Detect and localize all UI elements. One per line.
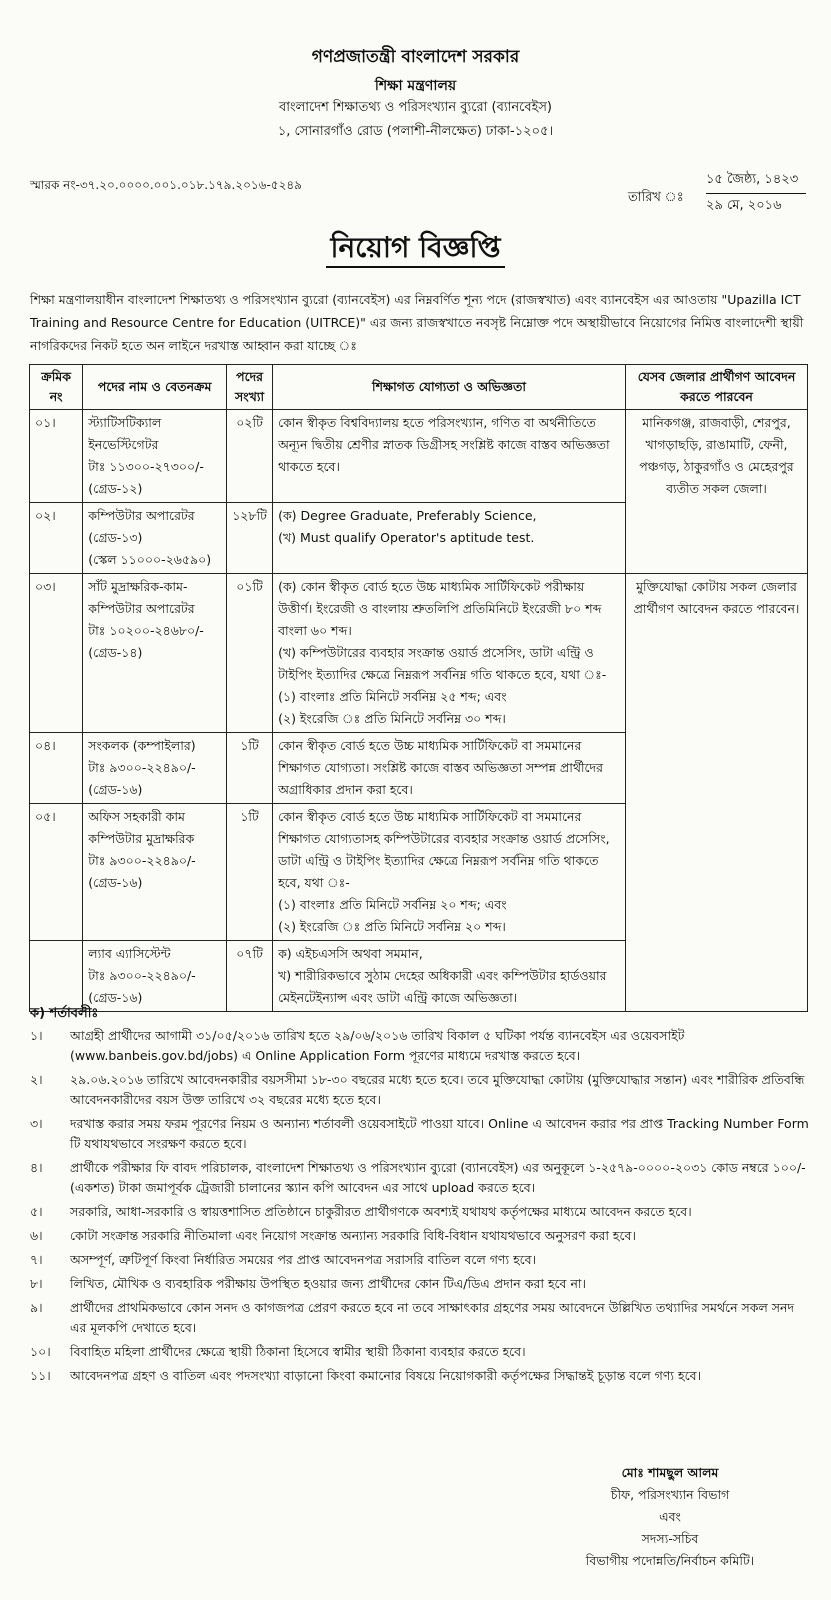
ministry-name: শিক্ষা মন্ত্রণালয়	[374, 78, 457, 94]
post-salary: টাঃ ১০২০০-২৪৬৮০/-	[88, 623, 204, 638]
conditions-title: ক) শর্তাবলীঃ	[30, 1006, 99, 1021]
condition-number: ১০।	[30, 1344, 51, 1359]
row-serial: ০৫।	[30, 804, 83, 941]
post-name-line: কম্পিউটার অপারেটর	[88, 508, 195, 523]
district-note-general: মানিকগঞ্জ, রাজবাড়ী, শেরপুর, খাগড়াছড়ি, রাঙামাটি, ফেনী, পঞ্চগড়, ঠাকুরগাঁও ও মেহেরপুর ব্যতীত সকল জেলা।	[625, 410, 807, 574]
header-qualification: শিক্ষাগত যোগ্যতা ও অভিজ্ঞতা	[273, 365, 626, 410]
condition-number: ৭।	[30, 1252, 43, 1267]
row-serial: ০১।	[30, 410, 83, 503]
row-post-name	[83, 804, 227, 941]
condition-text: ২৯.০৬.২০১৬ তারিখে আবেদনকারীর বয়সসীমা ১৮-৩০ বছরের মধ্যে হতে হবে। তবে মুক্তিযোদ্ধা কোটায় (মুক্তিযোদ্ধার সন্তান) এবং শারীরিক প্রতিবন্ধি আবেদনকারীদের বয়স উক্ত তারিখে ৩২ বছরের মধ্যে হতে হবে।	[70, 1072, 805, 1107]
qualification-line: (খ) Must qualify Operator's aptitude test.	[278, 530, 535, 545]
row-qualification	[273, 804, 626, 941]
signatory-role: সদস্য-সচিব	[641, 1531, 699, 1546]
qualification-line: (খ) কম্পিউটারের ব্যবহার সংক্রান্ত ওয়ার্ড প্রসেসিং, ডাটা এন্ট্রি ও টাইপিং ইত্যাদির ক্ষেত্রে নিম্নরূপ সর্বনিম্ন গতি থাকতে হবে, যথা ঃ-	[278, 645, 607, 682]
post-grade: (গ্রেড-১৬)	[88, 875, 143, 890]
post-grade: (গ্রেড-১২)	[88, 481, 143, 496]
date-block	[706, 168, 806, 219]
qualification-line: (২) ইংরেজি ঃ প্রতি মিনিটে সর্বনিম্ন ৩০ শব্দ।	[278, 711, 506, 726]
list-item	[30, 1226, 810, 1246]
post-name-line: ইনভেস্টিগেটর	[88, 437, 159, 452]
condition-number: ৬।	[30, 1228, 43, 1243]
signature-block	[520, 1462, 820, 1572]
post-name-line: কম্পিউটার মুদ্রাক্ষরিক	[88, 831, 195, 846]
row-qualification	[273, 410, 626, 503]
condition-number: ৪।	[30, 1160, 43, 1175]
row-serial	[30, 941, 83, 1012]
row-post-count: ০১টি	[227, 574, 273, 733]
row-serial: ০৩।	[30, 574, 83, 733]
qualification-line: ক) এইচএসসি অথবা সমমান,	[278, 946, 423, 961]
qualification-line: খ) শারীরিকভাবে সুঠাম দেহের অধিকারী এবং কম্পিউটার হার্ডওয়ার মেইনটেইন্যান্স এবং ডাটা এন্ট্রি কাজে অভিজ্ঞতা।	[278, 968, 607, 1005]
post-salary: টাঃ ৯৩০০-২২৪৯০/-	[88, 968, 196, 983]
post-name-line: সাঁট মুদ্রাক্ষরিক-কাম-	[88, 579, 188, 594]
list-item	[30, 1026, 810, 1066]
condition-text: আবেদনপত্র গ্রহণ ও বাতিল এবং পদসংখ্যা বাড়ানো কিংবা কমানোর বিষয়ে নিয়োগকারী কর্তৃপক্ষের সিদ্ধান্তই চূড়ান্ত বলে গণ্য হবে।	[70, 1368, 702, 1383]
row-post-count: ১২৮টি	[227, 503, 273, 574]
qualification-line: (১) বাংলাঃ প্রতি মিনিটে সর্বনিম্ন ২০ শব্দ; এবং	[278, 897, 507, 912]
post-grade: (গ্রেড-১৬)	[88, 990, 143, 1005]
row-qualification	[273, 733, 626, 804]
posts-table	[29, 364, 808, 1012]
post-name-line: স্ট্যাটিসটিক্যাল	[88, 415, 162, 430]
condition-text: দরখাস্ত করার সময় ফরম পূরণের নিয়ম ও অন্যান্য শর্তাবলী ওয়েবসাইটে পাওয়া যাবে। Online এ আবেদন করার পর প্রাপ্ত Tracking Number Form টি যথাযথভাবে সংরক্ষণ করতে হবে।	[70, 1116, 809, 1151]
signatory-committee: বিভাগীয় পদোন্নতি/নির্বাচন কমিটি।	[585, 1553, 755, 1568]
post-grade: (গ্রেড-১৩)	[88, 530, 143, 545]
row-post-name	[83, 503, 227, 574]
condition-text: লিখিত, মৌখিক ও ব্যবহারিক পরীক্ষায় উপস্থিত হওয়ার জন্য প্রার্থীদের কোন টিএ/ডিএ প্রদান করা হবে না।	[70, 1276, 587, 1291]
list-item	[30, 1250, 810, 1270]
qualification-line: (ক) কোন স্বীকৃত বোর্ড হতে উচ্চ মাধ্যমিক সার্টিফিকেট পরীক্ষায় উত্তীর্ণ। ইংরেজী ও বাংলায় শ্রুতলিপি প্রতিমিনিটে ইংরেজী ৮০ শব্দ বাংলা ৬০ শব্দ।	[278, 579, 602, 638]
conditions-list	[30, 1026, 810, 1390]
row-qualification	[273, 574, 626, 733]
notice-title	[0, 226, 831, 273]
table-header-row	[30, 365, 808, 410]
list-item	[30, 1070, 810, 1110]
signatory-designation: চীফ, পরিসংখ্যান বিভাগ	[610, 1487, 730, 1502]
row-qualification	[273, 503, 626, 574]
post-scale: (স্কেল ১১০০০-২৬৫৯০)	[88, 552, 212, 567]
condition-text: কোটা সংক্রান্ত সরকারি নীতিমালা এবং নিয়োগ সংক্রান্ত অন্যান্য সরকারি বিধি-বিধান যথাযথভাবে অনুসরণ করা হবে।	[70, 1228, 636, 1243]
header-post-name: পদের নাম ও বেতনক্রম	[83, 365, 227, 410]
qualification-line: কোন স্বীকৃত বোর্ড হতে উচ্চ মাধ্যমিক সার্টিফিকেট বা সমমানের শিক্ষাগত যোগ্যতাসহ কম্পিউটারের ব্যবহার সংক্রান্ত ওয়ার্ড প্রসেসিং, ডাটা এন্ট্রি ও টাইপিং ইত্যাদির ক্ষেত্রে নিম্নরূপ সর্বনিম্ন গতি থাকতে হবে, যথা ঃ-	[278, 809, 610, 890]
condition-text: বিবাহিত মহিলা প্রার্থীদের ক্ষেত্রে স্থায়ী ঠিকানা হিসেবে স্বামীর স্থায়ী ঠিকানা ব্যবহার করতে হবে।	[70, 1344, 526, 1359]
condition-text: প্রার্থীদের প্রাথমিকভাবে কোন সনদ ও কাগজপত্র প্রেরণ করতে হবে না তবে সাক্ষাৎকার গ্রহণের সময় আবেদনে উল্লিখিত তথ্যাদির সমর্থনে সকল সনদ এর মূলকপি দেখাতে হবে।	[70, 1300, 795, 1335]
date-label: তারিখ ঃ	[628, 190, 684, 205]
list-item	[30, 1114, 810, 1154]
condition-number: ১১।	[30, 1368, 51, 1383]
list-item	[30, 1274, 810, 1294]
row-post-name	[83, 941, 227, 1012]
post-name-line: অফিস সহকারী কাম	[88, 809, 185, 824]
condition-number: ৯।	[30, 1300, 43, 1315]
post-name-line: কম্পিউটার অপারেটর	[88, 601, 195, 616]
memo-number: স্মারক নং-৩৭.২০.০০০০.০০১.০১৮.১৭৯.২০১৬-৫২৪৯	[30, 178, 302, 192]
table-row	[30, 574, 808, 733]
date-bangla: ১৫ জৈষ্ঠ্য, ১৪২৩	[706, 168, 806, 194]
list-item	[30, 1366, 810, 1386]
condition-number: ৫।	[30, 1204, 43, 1219]
list-item	[30, 1158, 810, 1198]
row-serial: ০২।	[30, 503, 83, 574]
bureau-name: বাংলাদেশ শিক্ষাতথ্য ও পরিসংখ্যান ব্যুরো (ব্যানবেইস)	[278, 100, 553, 115]
post-name-line: সংকলক (কম্পাইলার)	[88, 738, 196, 753]
office-address: ১, সোনারগাঁও রোড (পলাশী-নীলক্ষেত) ঢাকা-১২০৫।	[277, 124, 554, 139]
row-serial: ০৪।	[30, 733, 83, 804]
qualification-line: (১) বাংলাঃ প্রতি মিনিটে সর্বনিম্ন ২৫ শব্দ; এবং	[278, 689, 507, 704]
row-post-count: ১টি	[227, 804, 273, 941]
row-post-name	[83, 410, 227, 503]
post-name-line: ল্যাব এ্যাসিস্টেন্ট	[88, 946, 171, 961]
notice-title-text: নিয়োগ বিজ্ঞপ্তি	[326, 231, 504, 268]
govt-name: গণপ্রজাতন্ত্রী বাংলাদেশ সরকার	[311, 47, 520, 67]
district-note-freedom-fighter: মুক্তিযোদ্ধা কোটায় সকল জেলার প্রার্থীগণ আবেদন করতে পারবেন।	[625, 574, 807, 1012]
date-english: ২৯ মে, ২০১৬	[706, 198, 782, 213]
header-post-count: পদের সংখ্যা	[227, 365, 273, 410]
post-salary: টাঃ ১১৩০০-২৭৩০০/-	[88, 459, 204, 474]
row-post-count: ০২টি	[227, 410, 273, 503]
table-row	[30, 410, 808, 503]
post-salary: টাঃ ৯৩০০-২২৪৯০/-	[88, 853, 196, 868]
row-qualification	[273, 941, 626, 1012]
row-post-name	[83, 733, 227, 804]
condition-number: ১।	[30, 1028, 43, 1043]
qualification-line: (২) ইংরেজি ঃ প্রতি মিনিটে সর্বনিম্ন ২০ শব্দ।	[278, 919, 506, 934]
qualification-line: কোন স্বীকৃত বিশ্ববিদ্যালয় হতে পরিসংখ্যান, গণিত বা অর্থনীতিতে অন্যূন দ্বিতীয় শ্রেণীর স্নাতক ডিগ্রীসহ সংশ্লিষ্ট কাজে বাস্তব অভিজ্ঞতা থাকতে হবে।	[278, 415, 610, 474]
signatory-and: এবং	[659, 1509, 681, 1524]
list-item	[30, 1298, 810, 1338]
header-districts: যেসব জেলার প্রার্থীগণ আবেদন করতে পারবেন	[625, 365, 807, 410]
condition-number: ৮।	[30, 1276, 43, 1291]
row-post-count: ০৭টি	[227, 941, 273, 1012]
condition-number: ৩।	[30, 1116, 43, 1131]
condition-number: ২।	[30, 1072, 43, 1087]
post-salary: টাঃ ৯৩০০-২২৪৯০/-	[88, 760, 196, 775]
condition-text: সরকারি, আধা-সরকারি ও স্বায়ত্তশাসিত প্রতিষ্ঠানে চাকুরীরত প্রার্থীগণকে অবশ্যই যথাযথ কর্তৃপক্ষের মাধ্যমে আবেদন করতে হবে।	[70, 1204, 692, 1219]
condition-text: আগ্রহী প্রার্থীদের আগামী ৩১/০৫/২০১৬ তারিখ হতে ২৯/০৬/২০১৬ তারিখ বিকাল ৫ ঘটিকা পর্যন্ত ব্যানবেইস এর ওয়েবসাইট (www.banbeis.gov.bd/jobs) এ Online Application Form পূরণের মাধ্যমে দরখাস্ত করতে হবে।	[70, 1028, 685, 1063]
header-serial: ক্রমিক নং	[30, 365, 83, 410]
condition-text: অসম্পূর্ণ, ত্রুটিপূর্ণ কিংবা নির্ধারিত সময়ের পর প্রাপ্ত আবেদনপত্র সরাসরি বাতিল বলে গণ্য হবে।	[70, 1252, 537, 1267]
post-grade: (গ্রেড-১৪)	[88, 645, 143, 660]
intro-paragraph: শিক্ষা মন্ত্রণালয়াধীন বাংলাদেশ শিক্ষাতথ্য ও পরিসংখ্যান ব্যুরো (ব্যানবেইস) এর নিম্নবর্ণিত শূন্য পদে (রাজস্বখাত) এবং ব্যানবেইস এর আওতায় "Upazilla ICT Training and Resource Centre for Education (UITRCE)" এর জন্য রাজস্বখাতে নবসৃষ্ট নিম্নোক্ত পদে অস্থায়ীভাবে নিয়োগের নিমিত্ত বাংলাদেশী স্থায়ী নাগরিকদের নিকট হতে অন লাইনে দরখাস্ত আহ্বান করা যাচ্ছে ঃ	[30, 292, 804, 353]
qualification-line: (ক) Degree Graduate, Preferably Science,	[278, 508, 537, 523]
signatory-name: মোঃ শামছুল আলম	[621, 1465, 719, 1480]
row-post-count: ১টি	[227, 733, 273, 804]
row-post-name	[83, 574, 227, 733]
post-grade: (গ্রেড-১৬)	[88, 782, 143, 797]
list-item	[30, 1342, 810, 1362]
qualification-line: কোন স্বীকৃত বোর্ড হতে উচ্চ মাধ্যমিক সার্টিফিকেট বা সমমানের শিক্ষাগত যোগ্যতা। সংশ্লিষ্ট কাজে বাস্তব অভিজ্ঞতা সম্পন্ন প্রার্থীদের অগ্রাধিকার প্রদান করা হবে।	[278, 738, 603, 797]
condition-text: প্রার্থীকে পরীক্ষার ফি বাবদ পরিচালক, বাংলাদেশ শিক্ষাতথ্য ও পরিসংখ্যান ব্যুরো (ব্যানবেইস) এর অনুকূলে ১-২৫৭৯-০০০০-২০৩১ কোড নম্বরে ১০০/- (একশত) টাকা জমাপূর্বক ট্রেজারী চালানের স্ক্যান কপি আবেদন এর সাথে upload করতে হবে।	[70, 1160, 806, 1195]
list-item	[30, 1202, 810, 1222]
